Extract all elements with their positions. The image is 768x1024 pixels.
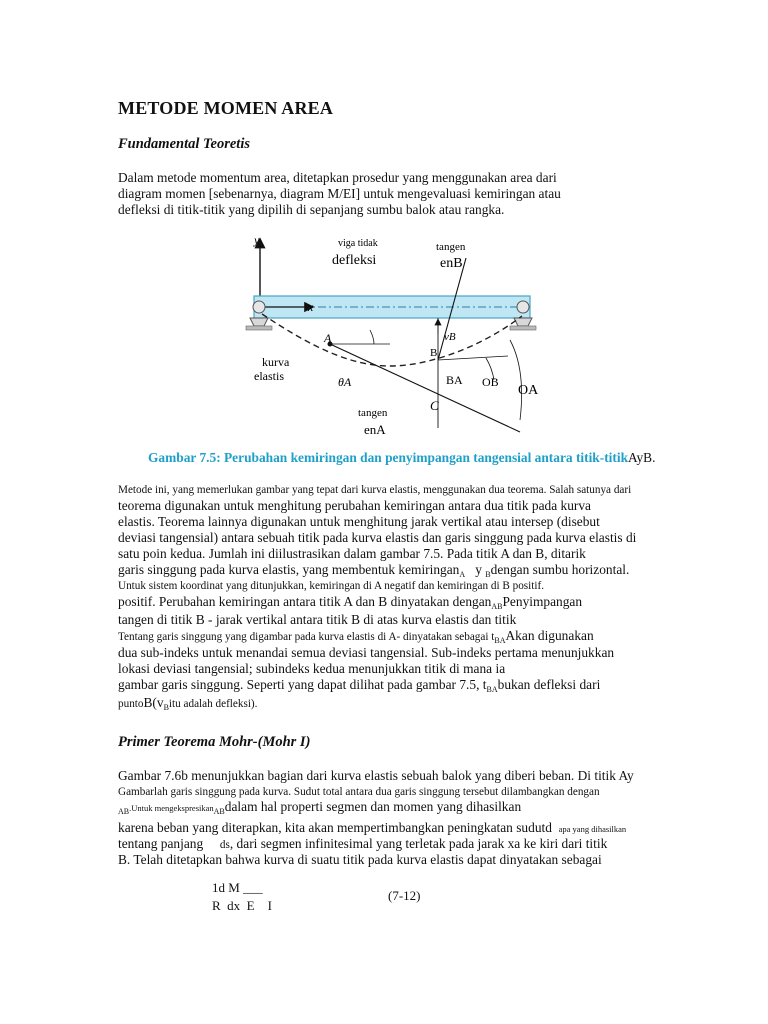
label-viga: viga tidak: [338, 238, 378, 249]
para2-line-8: positif. Perubahan kemiringan antara titik A dan B dinyatakan dengan$_{AB}$Penyimpangan: [118, 594, 583, 611]
label-C: C: [430, 398, 439, 413]
label-defleksi: defleksi: [332, 253, 377, 268]
para2-line-10: Tentang garis singgung yang digambar pada kurva elastis di A- dinyatakan sebagai $t_{BA}Akan$ digunakan: [118, 628, 594, 645]
label-A: A: [324, 331, 332, 345]
label-tangen-a1: tangen: [358, 407, 388, 419]
para3-line-4: karena beban yang diterapkan, kita akan mempertimbangkan peningkatan sudutd apa yang dihasilkan: [118, 820, 627, 835]
caption-text: Gambar 7.5: Perubahan kemiringan dan penyimpangan tangensial antara titik-titik: [148, 450, 629, 465]
intro-line-1: Dalam metode momentum area, ditetapkan prosedur yang menggunakan area dari: [118, 170, 557, 185]
label-vB: vB: [444, 331, 456, 343]
x-axis-label: x: [308, 300, 314, 314]
para2-line-1: Metode ini, yang memerlukan gambar yang tepat dari kurva elastis, menggunakan dua teorema. Salah satunya dari: [118, 484, 632, 496]
page-title: METODE MOMEN AREA: [118, 98, 334, 118]
label-tangen-b2: enB: [440, 256, 463, 271]
para2-line-7: Untuk sistem koordinat yang ditunjukkan, kemiringan di A negatif dan kemiringan di B positif.: [118, 580, 544, 592]
figure-beam-diagram: [240, 230, 550, 442]
para2-line-4: deviasi tangensial) antara sebuah titik pada kurva elastis dan garis singgung pada kurva elastis di: [118, 530, 637, 545]
label-tangen-a2: enA: [364, 422, 386, 437]
para2-line-3: elastis. Teorema lainnya digunakan untuk menghitung jarak vertikal atau intersep (disebut: [118, 514, 600, 529]
label-kurva: kurva: [262, 355, 290, 369]
label-BA: BA: [446, 373, 463, 387]
equation-number: (7-12): [388, 888, 421, 903]
y-axis-label: y: [254, 233, 260, 247]
label-tangen-b1: tangen: [436, 241, 466, 253]
section-heading-mohr: Primer Teorema Mohr-(Mohr I): [118, 734, 311, 750]
para3-line-5: tentang panjang ds, dari segmen infinitesimal yang terletak pada jarak xa ke kiri dari titik: [118, 836, 608, 851]
horizontal-B: [438, 356, 508, 360]
right-support: [514, 318, 532, 326]
label-OB: OB: [482, 375, 499, 389]
arc-thetaA: [510, 340, 522, 420]
left-pin: [253, 301, 265, 313]
para3-line-6: B. Telah ditetapkan bahwa kurva di suatu titik pada kurva elastis dapat dinyatakan sebagai: [118, 852, 602, 867]
right-pin: [517, 301, 529, 313]
label-OA: OA: [518, 383, 539, 398]
para3-line-2: Gambarlah garis singgung pada kurva. Sudut total antara dua garis singgung tersebut dilambangkan dengan: [118, 786, 600, 798]
elastic-curve: [262, 314, 522, 366]
para2-line-2: teorema digunakan untuk menghitung perubahan kemiringan antara dua titik pada kurva: [118, 498, 591, 513]
label-B: B: [430, 347, 438, 359]
figure-caption: [148, 450, 655, 466]
intro-line-2: diagram momen [sebenarnya, diagram M/EI] untuk mengevaluasi kemiringan atau: [118, 186, 561, 201]
caption-tail: AyB.: [628, 450, 656, 465]
para2-line-12: lokasi deviasi tangensial; subindeks kedua menunjukkan titik di mana ia: [118, 661, 506, 676]
section-heading-fundamental: Fundamental Teoretis: [118, 136, 251, 152]
para2-line-5: satu poin kedua. Jumlah ini diilustrasikan dalam gambar 7.5. Pada titik A dan B, ditarik: [118, 546, 586, 561]
para2-line-11: dua sub-indeks untuk menandai semua deviasi tangensial. Sub-indeks pertama menunjukkan: [118, 645, 615, 660]
label-thetaA: θA: [338, 375, 352, 389]
label-elastis: elastis: [254, 369, 284, 383]
para2-line-6: garis singgung pada kurva elastis, yang membentuk kemiringan$_A$ y $_B$dengan sumbu horizontal.: [118, 562, 630, 579]
para2-line-9: tangen di titik B - jarak vertikal antara titik B di atas kurva elastis dan titik: [118, 612, 517, 627]
para2-line-14: $puntoB(v_Bitu$ adalah defleksi).: [118, 695, 258, 712]
equation-numerator: 1d M ___: [212, 880, 263, 895]
para3-line-3: $_{AB}$.Untuk mengekspresikan$_{AB}$dalam hal properti segmen dan momen yang dihasilkan: [118, 799, 522, 816]
left-support: [250, 318, 268, 326]
intro-line-3: defleksi di titik-titik yang dipilih di sepanjang sumbu balok atau rangka.: [118, 202, 505, 217]
para3-line-1: Gambar 7.6b menunjukkan bagian dari kurva elastis sebuah balok yang diberi beban. Di titik Ay: [118, 768, 634, 783]
para2-line-13: gambar garis singgung. Seperti yang dapat dilihat pada gambar 7.5, $t_{BA}bukan$ defleksi dari: [118, 677, 601, 694]
equation-denominator: R dx E I: [212, 898, 272, 913]
